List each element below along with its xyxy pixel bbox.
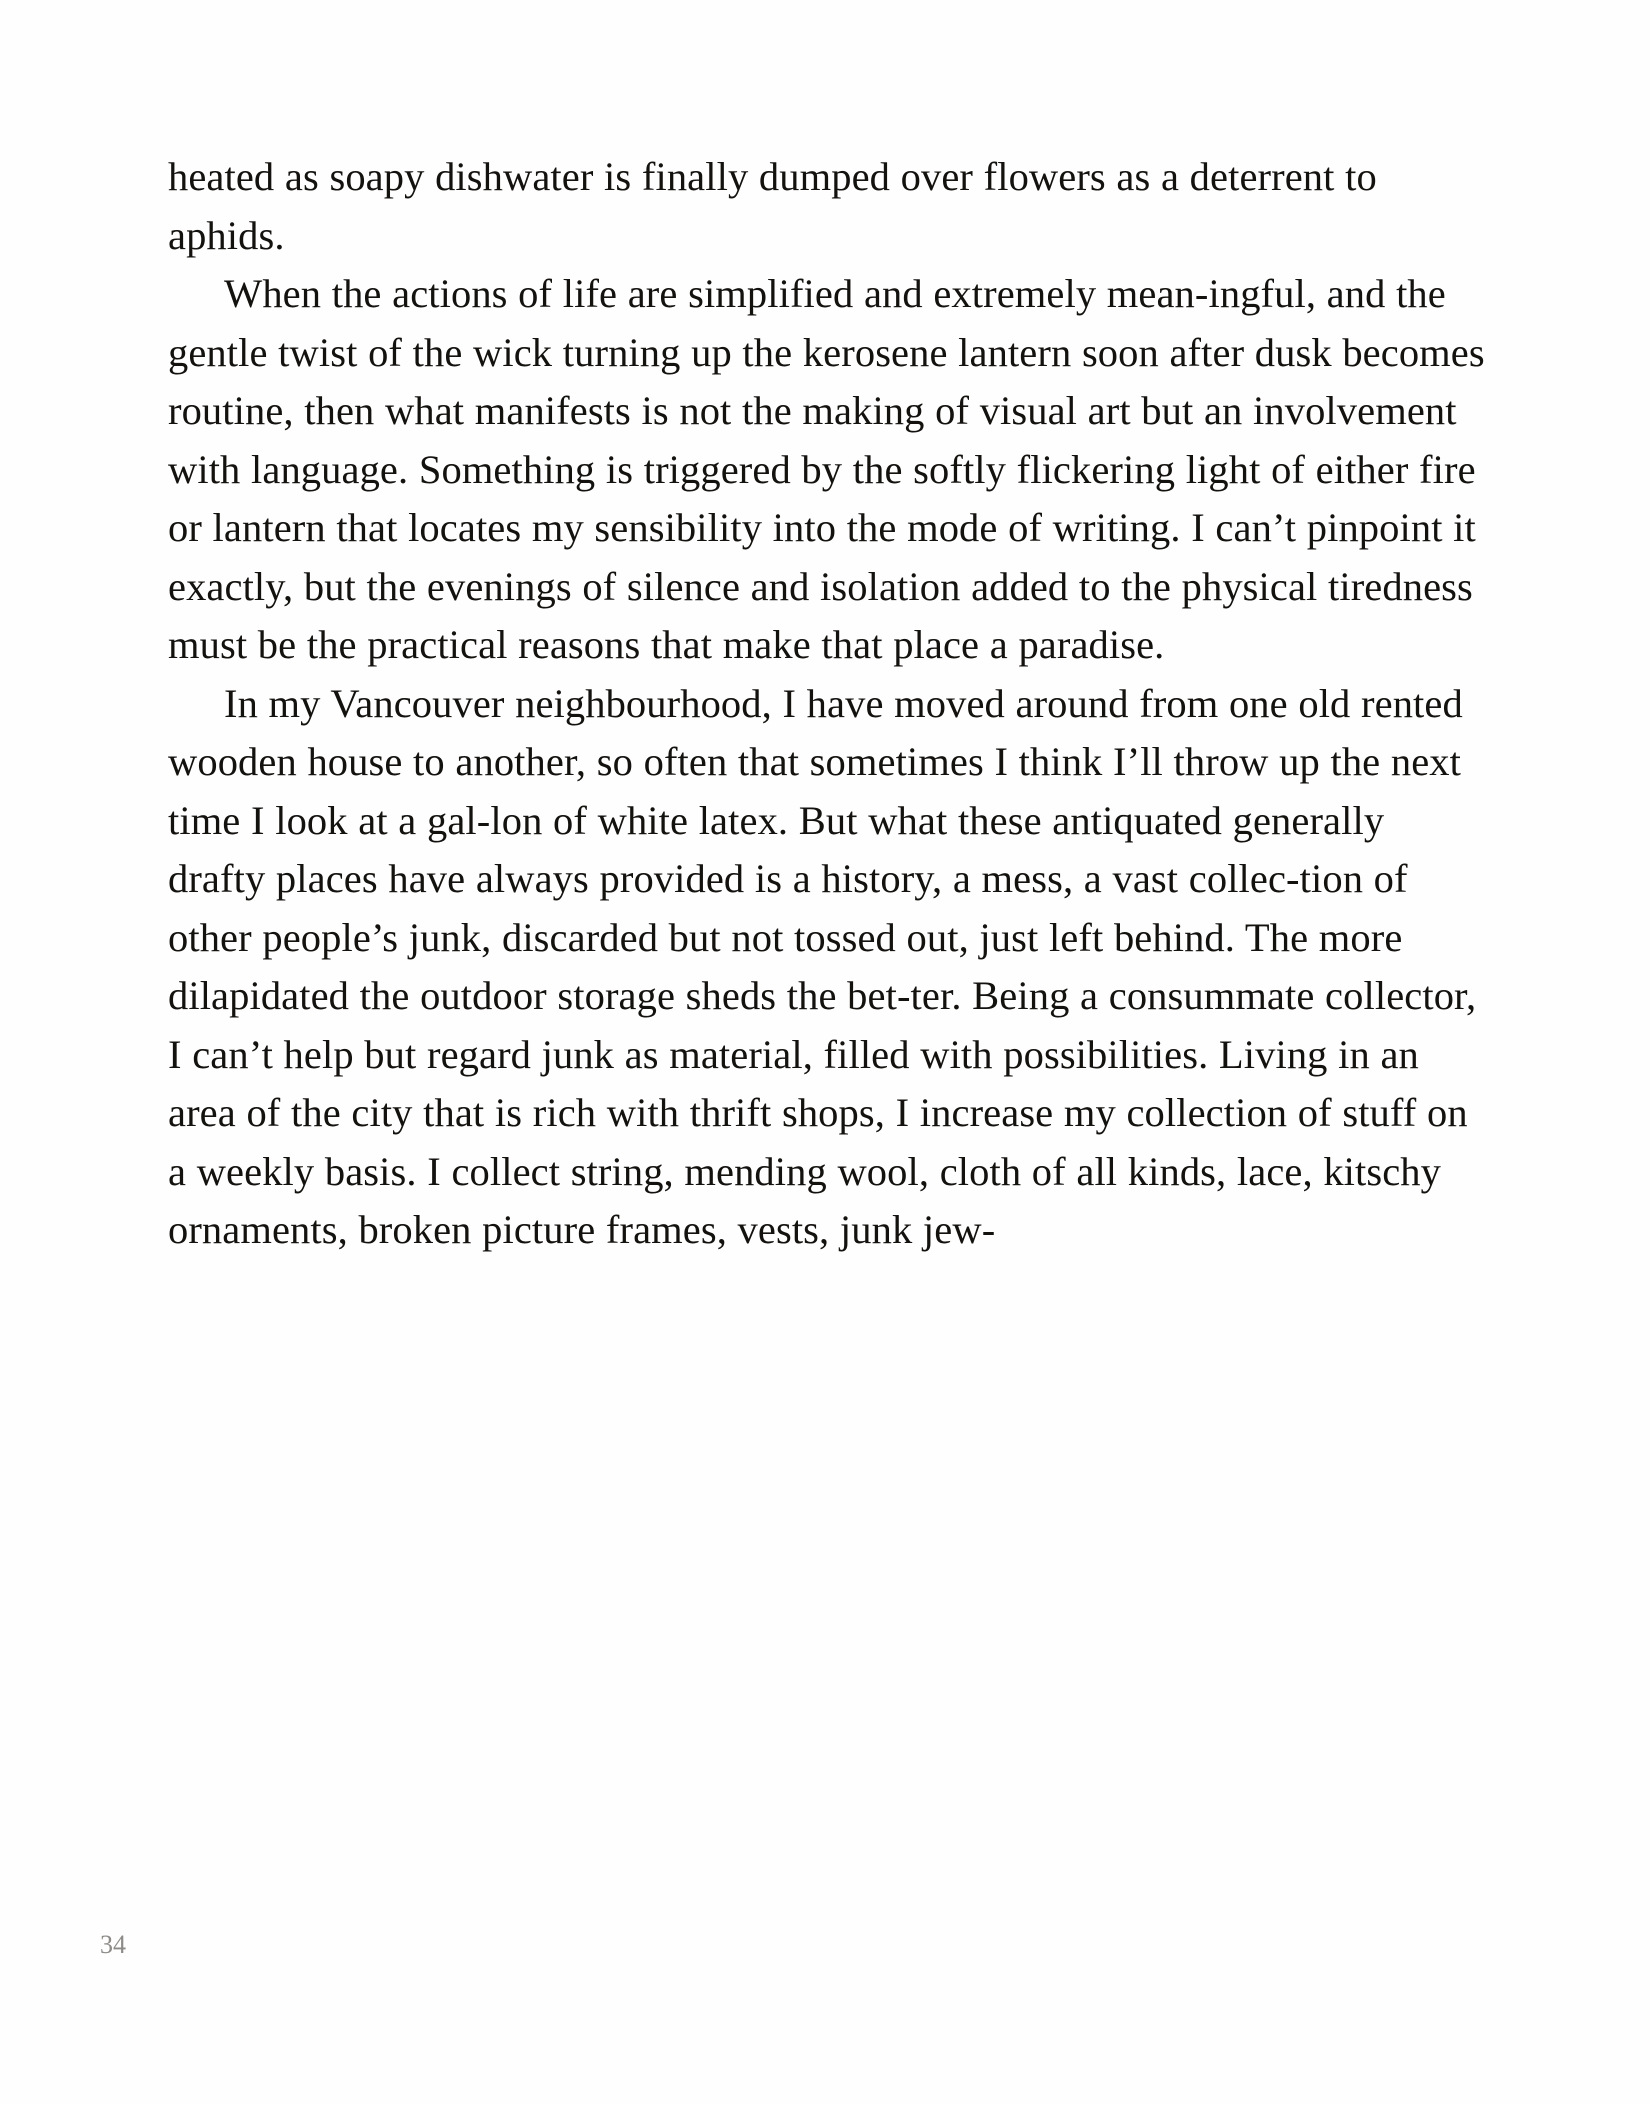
body-text — [168, 148, 1488, 1260]
page-number: 34 — [100, 1930, 126, 1959]
paragraph-3: In my Vancouver neighbourhood, I have moved around from one old rented wooden house to another, so often that sometimes I think I’ll throw up the next time I look at a gal-lon of white latex. But what these antiquated generally drafty places have always provided is a history, a mess, a vast collec-tion of other people’s junk, discarded but not tossed out, just left behind. The more dilapidated the outdoor storage sheds the bet-ter. Being a consummate collector, I can’t help but regard junk as material, filled with possibilities. Living in an area of the city that is rich with thrift shops, I increase my collection of stuff on a weekly basis. I collect string, mending wool, cloth of all kinds, lace, kitschy ornaments, broken picture frames, vests, junk jew- — [168, 680, 1477, 1252]
paragraph-2: When the actions of life are simplified and extremely mean-ingful, and the gentle twist of the wick turning up the kerosene lantern soon after dusk becomes routine, then what manifests is not the making of visual art but an involvement with language. Something is triggered by the softly flickering light of either fire or lantern that locates my sensibility into the mode of writing. I can’t pinpoint it exactly, but the evenings of silence and isolation added to the physical tiredness must be the practical reasons that make that place a paradise. — [168, 271, 1485, 667]
paragraph-1: heated as soapy dishwater is finally dumped over flowers as a deterrent to aphids. — [168, 154, 1377, 258]
